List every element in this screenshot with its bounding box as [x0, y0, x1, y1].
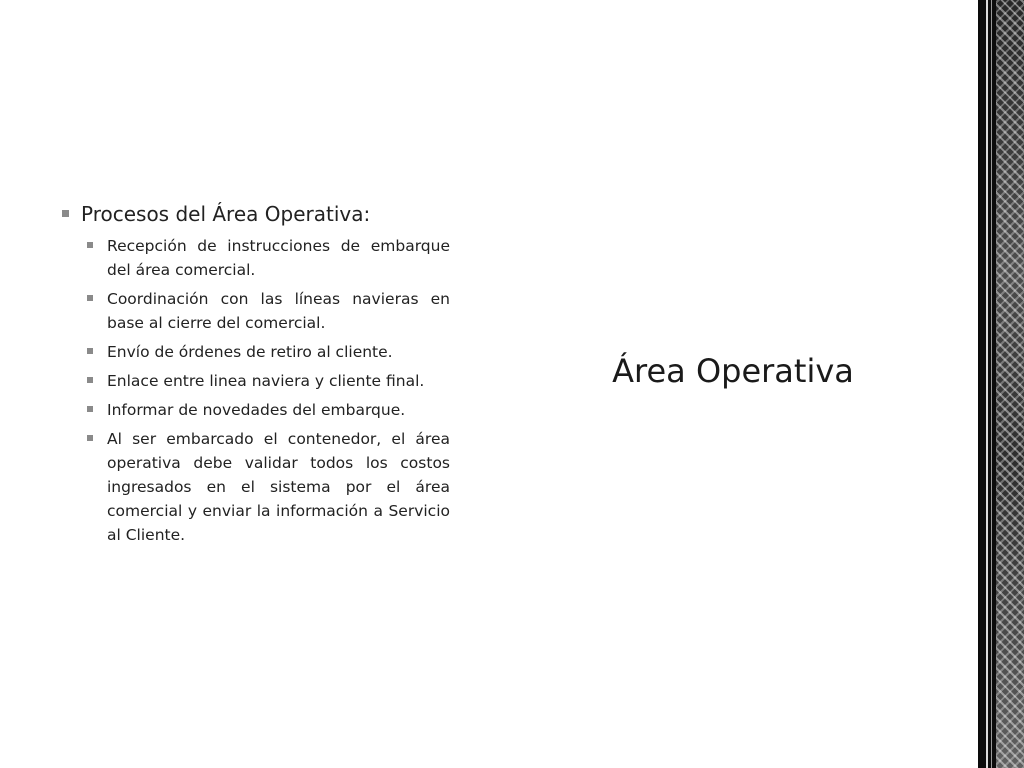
edge-texture-pattern	[996, 0, 1024, 768]
sub-bullet-text: Coordinación con las líneas navieras en base al cierre del comercial.	[107, 290, 450, 332]
sub-bullet-item	[87, 234, 450, 282]
sub-bullet-text: Al ser embarcado el contenedor, el área operativa debe validar todos los costos ingresados en el sistema por el área comercial y enviar la información a Servicio al Cliente.	[107, 430, 450, 544]
edge-shadow-line	[991, 0, 992, 768]
bullet-content	[62, 200, 450, 552]
sub-bullet-list	[62, 234, 450, 547]
square-bullet-icon	[87, 242, 93, 248]
sub-bullet-text: Recepción de instrucciones de embarque del área comercial.	[107, 237, 450, 279]
decorative-edge-strip	[978, 0, 1024, 768]
slide-title: Área Operativa	[612, 352, 854, 390]
edge-highlight-line	[986, 0, 988, 768]
square-bullet-icon	[87, 377, 93, 383]
sub-bullet-item	[87, 398, 450, 422]
square-bullet-icon	[87, 348, 93, 354]
square-bullet-icon	[87, 435, 93, 441]
sub-bullet-text: Envío de órdenes de retiro al cliente.	[107, 343, 393, 361]
sub-bullet-item	[87, 427, 450, 547]
sub-bullet-text: Informar de novedades del embarque.	[107, 401, 406, 419]
main-bullet-item	[62, 200, 450, 228]
sub-bullet-item	[87, 287, 450, 335]
square-bullet-icon	[87, 406, 93, 412]
sub-bullet-item	[87, 340, 450, 364]
square-bullet-icon	[62, 210, 69, 217]
main-bullet-text: Procesos del Área Operativa:	[81, 202, 371, 226]
sub-bullet-item	[87, 369, 450, 393]
sub-bullet-text: Enlace entre linea naviera y cliente final.	[107, 372, 425, 390]
square-bullet-icon	[87, 295, 93, 301]
